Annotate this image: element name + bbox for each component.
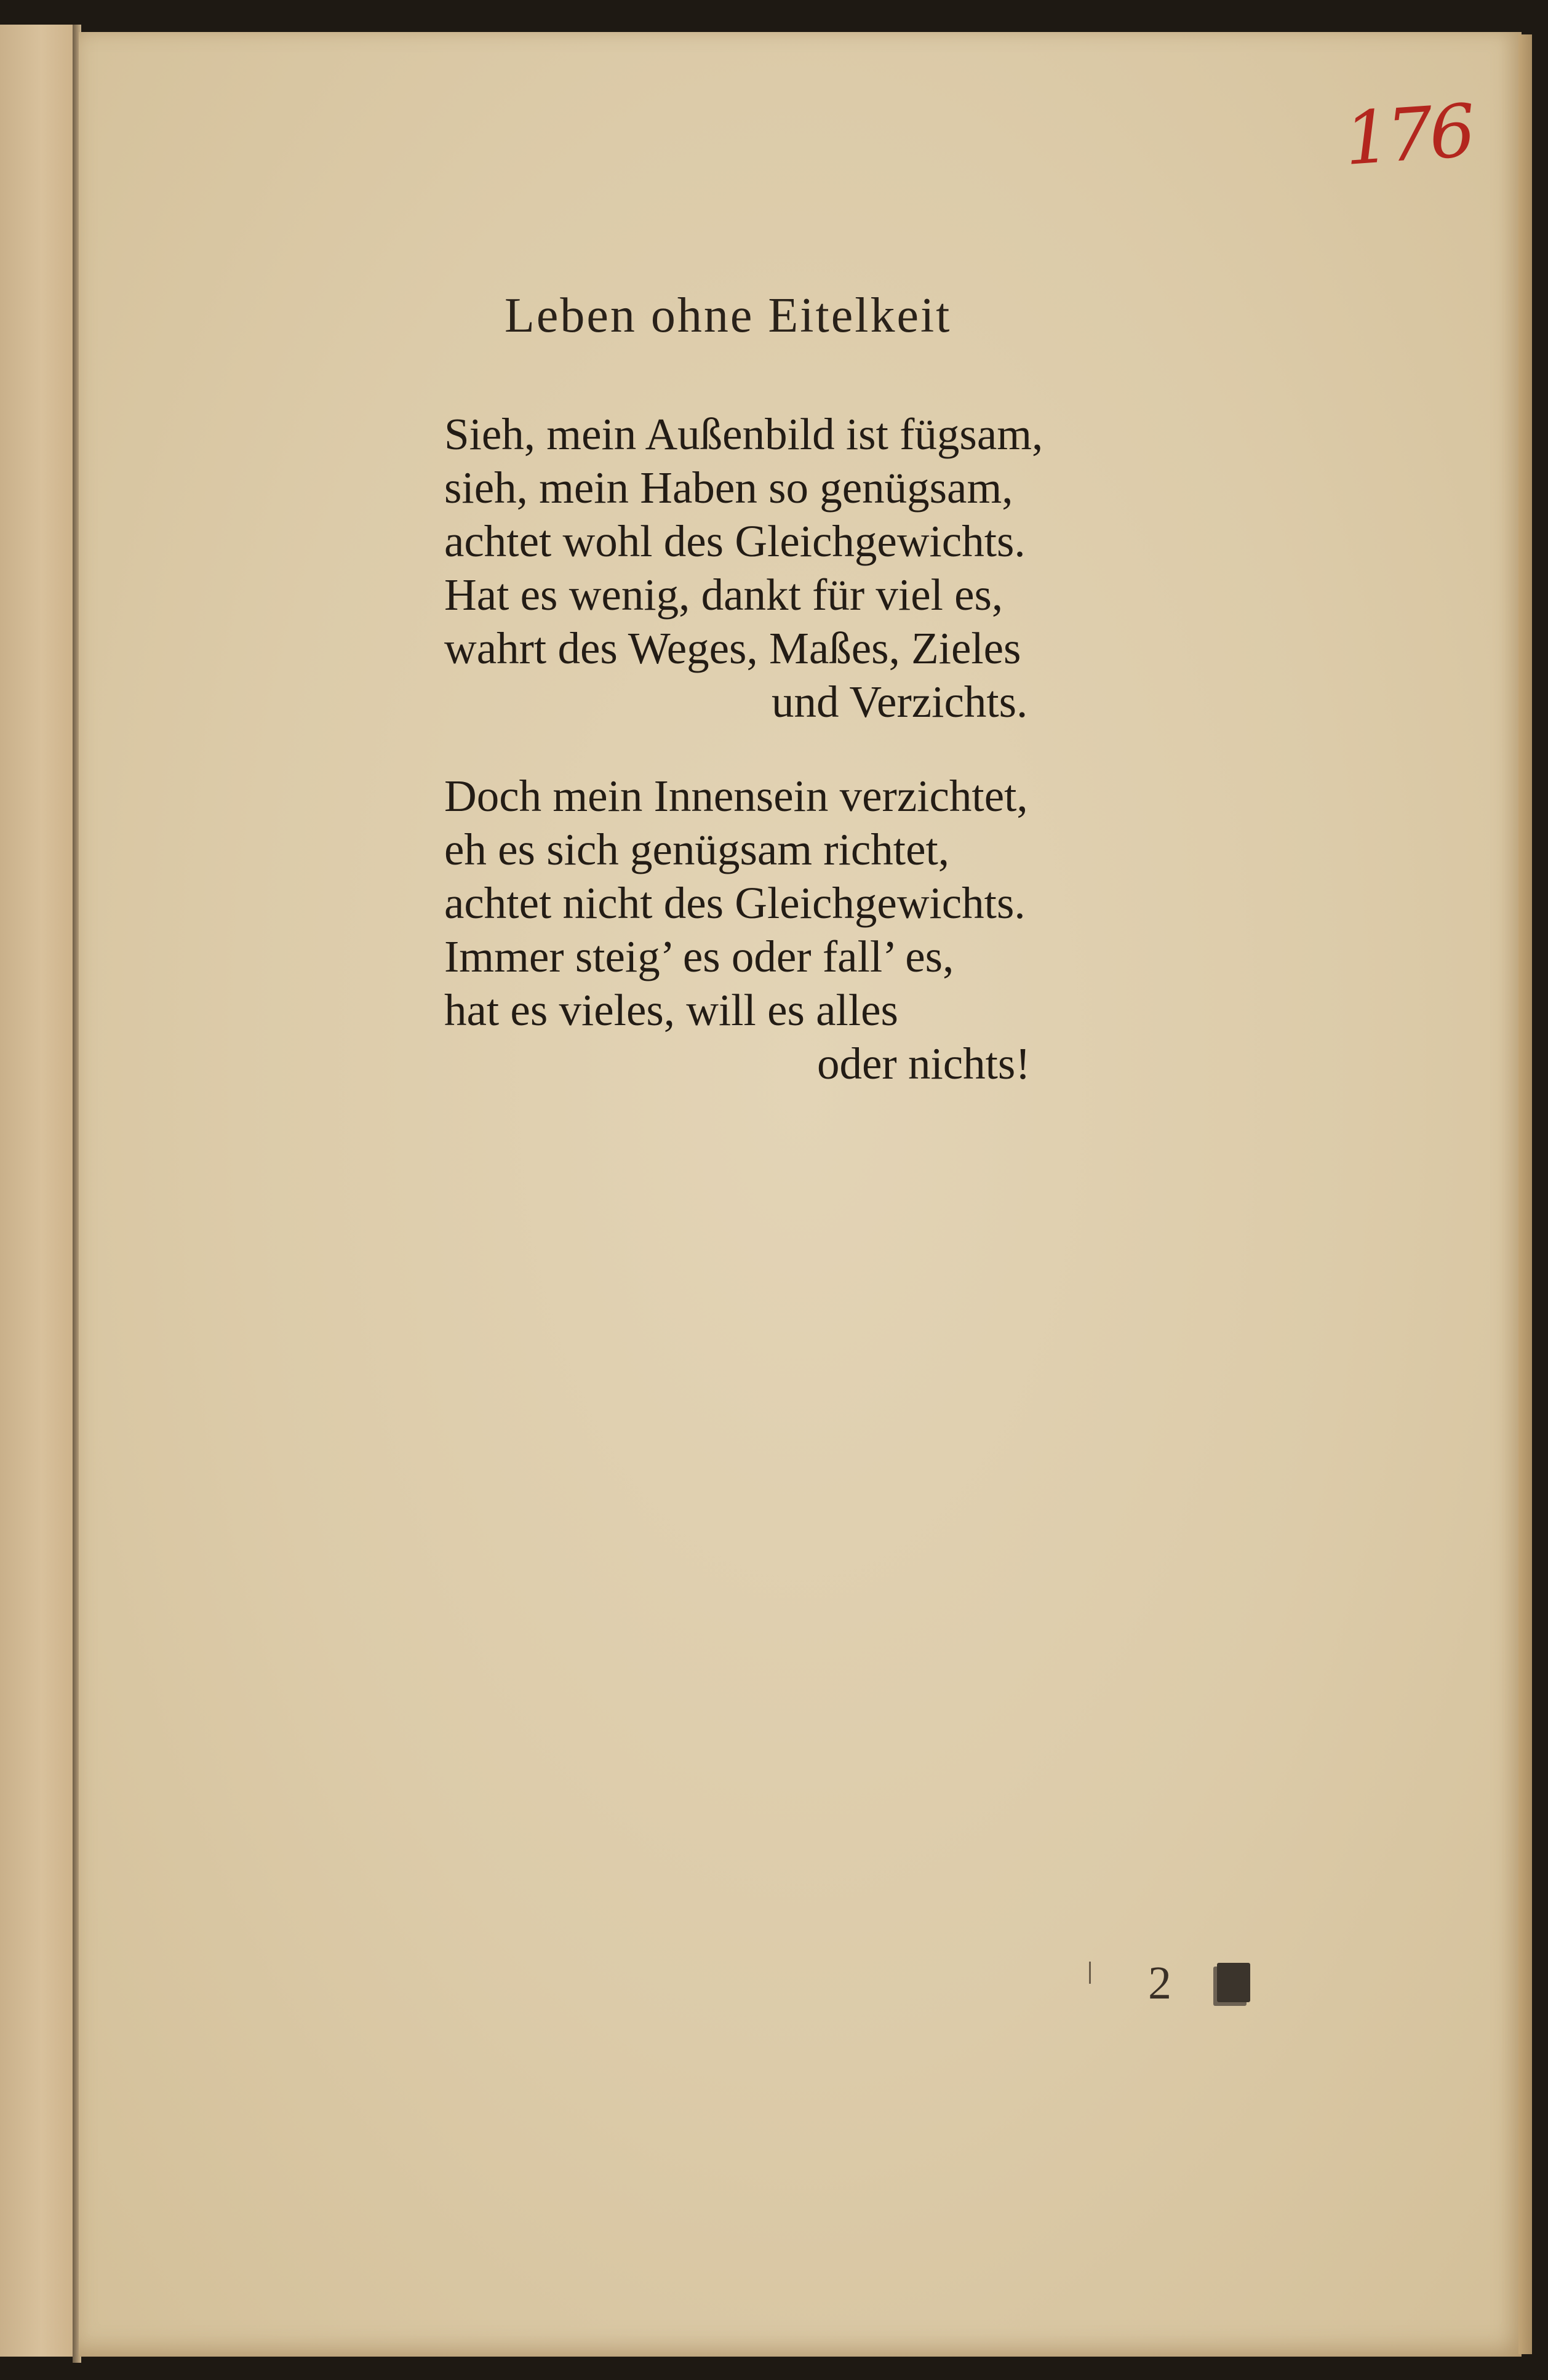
verse-line: Hat es wenig, dankt für viel es, <box>444 570 1003 620</box>
verse-line: achtet wohl des Gleichgewichts. <box>444 516 1026 566</box>
verse-line: und Verzichts. <box>772 677 1028 727</box>
printer-mark <box>1089 1962 1091 1984</box>
verse-line: wahrt des Weges, Maßes, Zieles <box>444 623 1021 673</box>
verse-line: hat es vieles, will es alles <box>444 985 898 1035</box>
book-page <box>79 32 1522 2357</box>
handwritten-folio-number: 176 <box>1341 87 1475 182</box>
ink-smudge <box>1217 1963 1250 2002</box>
poem-stanza-1 <box>444 407 1043 729</box>
verse-line: Immer steig’ es oder fall’ es, <box>444 932 954 981</box>
verse-line: Doch mein Innensein verzichtet, <box>444 771 1028 821</box>
page-fore-edge <box>1518 34 1532 2354</box>
verse-line: sieh, mein Haben so genügsam, <box>444 463 1013 513</box>
verse-line: oder nichts! <box>817 1039 1031 1088</box>
signature-mark: 2 <box>1148 1957 1171 2009</box>
poem-stanza-2 <box>444 769 1035 1090</box>
facing-page-edge <box>0 25 77 2357</box>
verse-line: Sieh, mein Außenbild ist fügsam, <box>444 409 1043 459</box>
verse-line: achtet nicht des Gleichgewichts. <box>444 878 1026 928</box>
verse-line: eh es sich genügsam richtet, <box>444 825 950 874</box>
poem-title: Leben ohne Eitelkeit <box>505 289 952 343</box>
